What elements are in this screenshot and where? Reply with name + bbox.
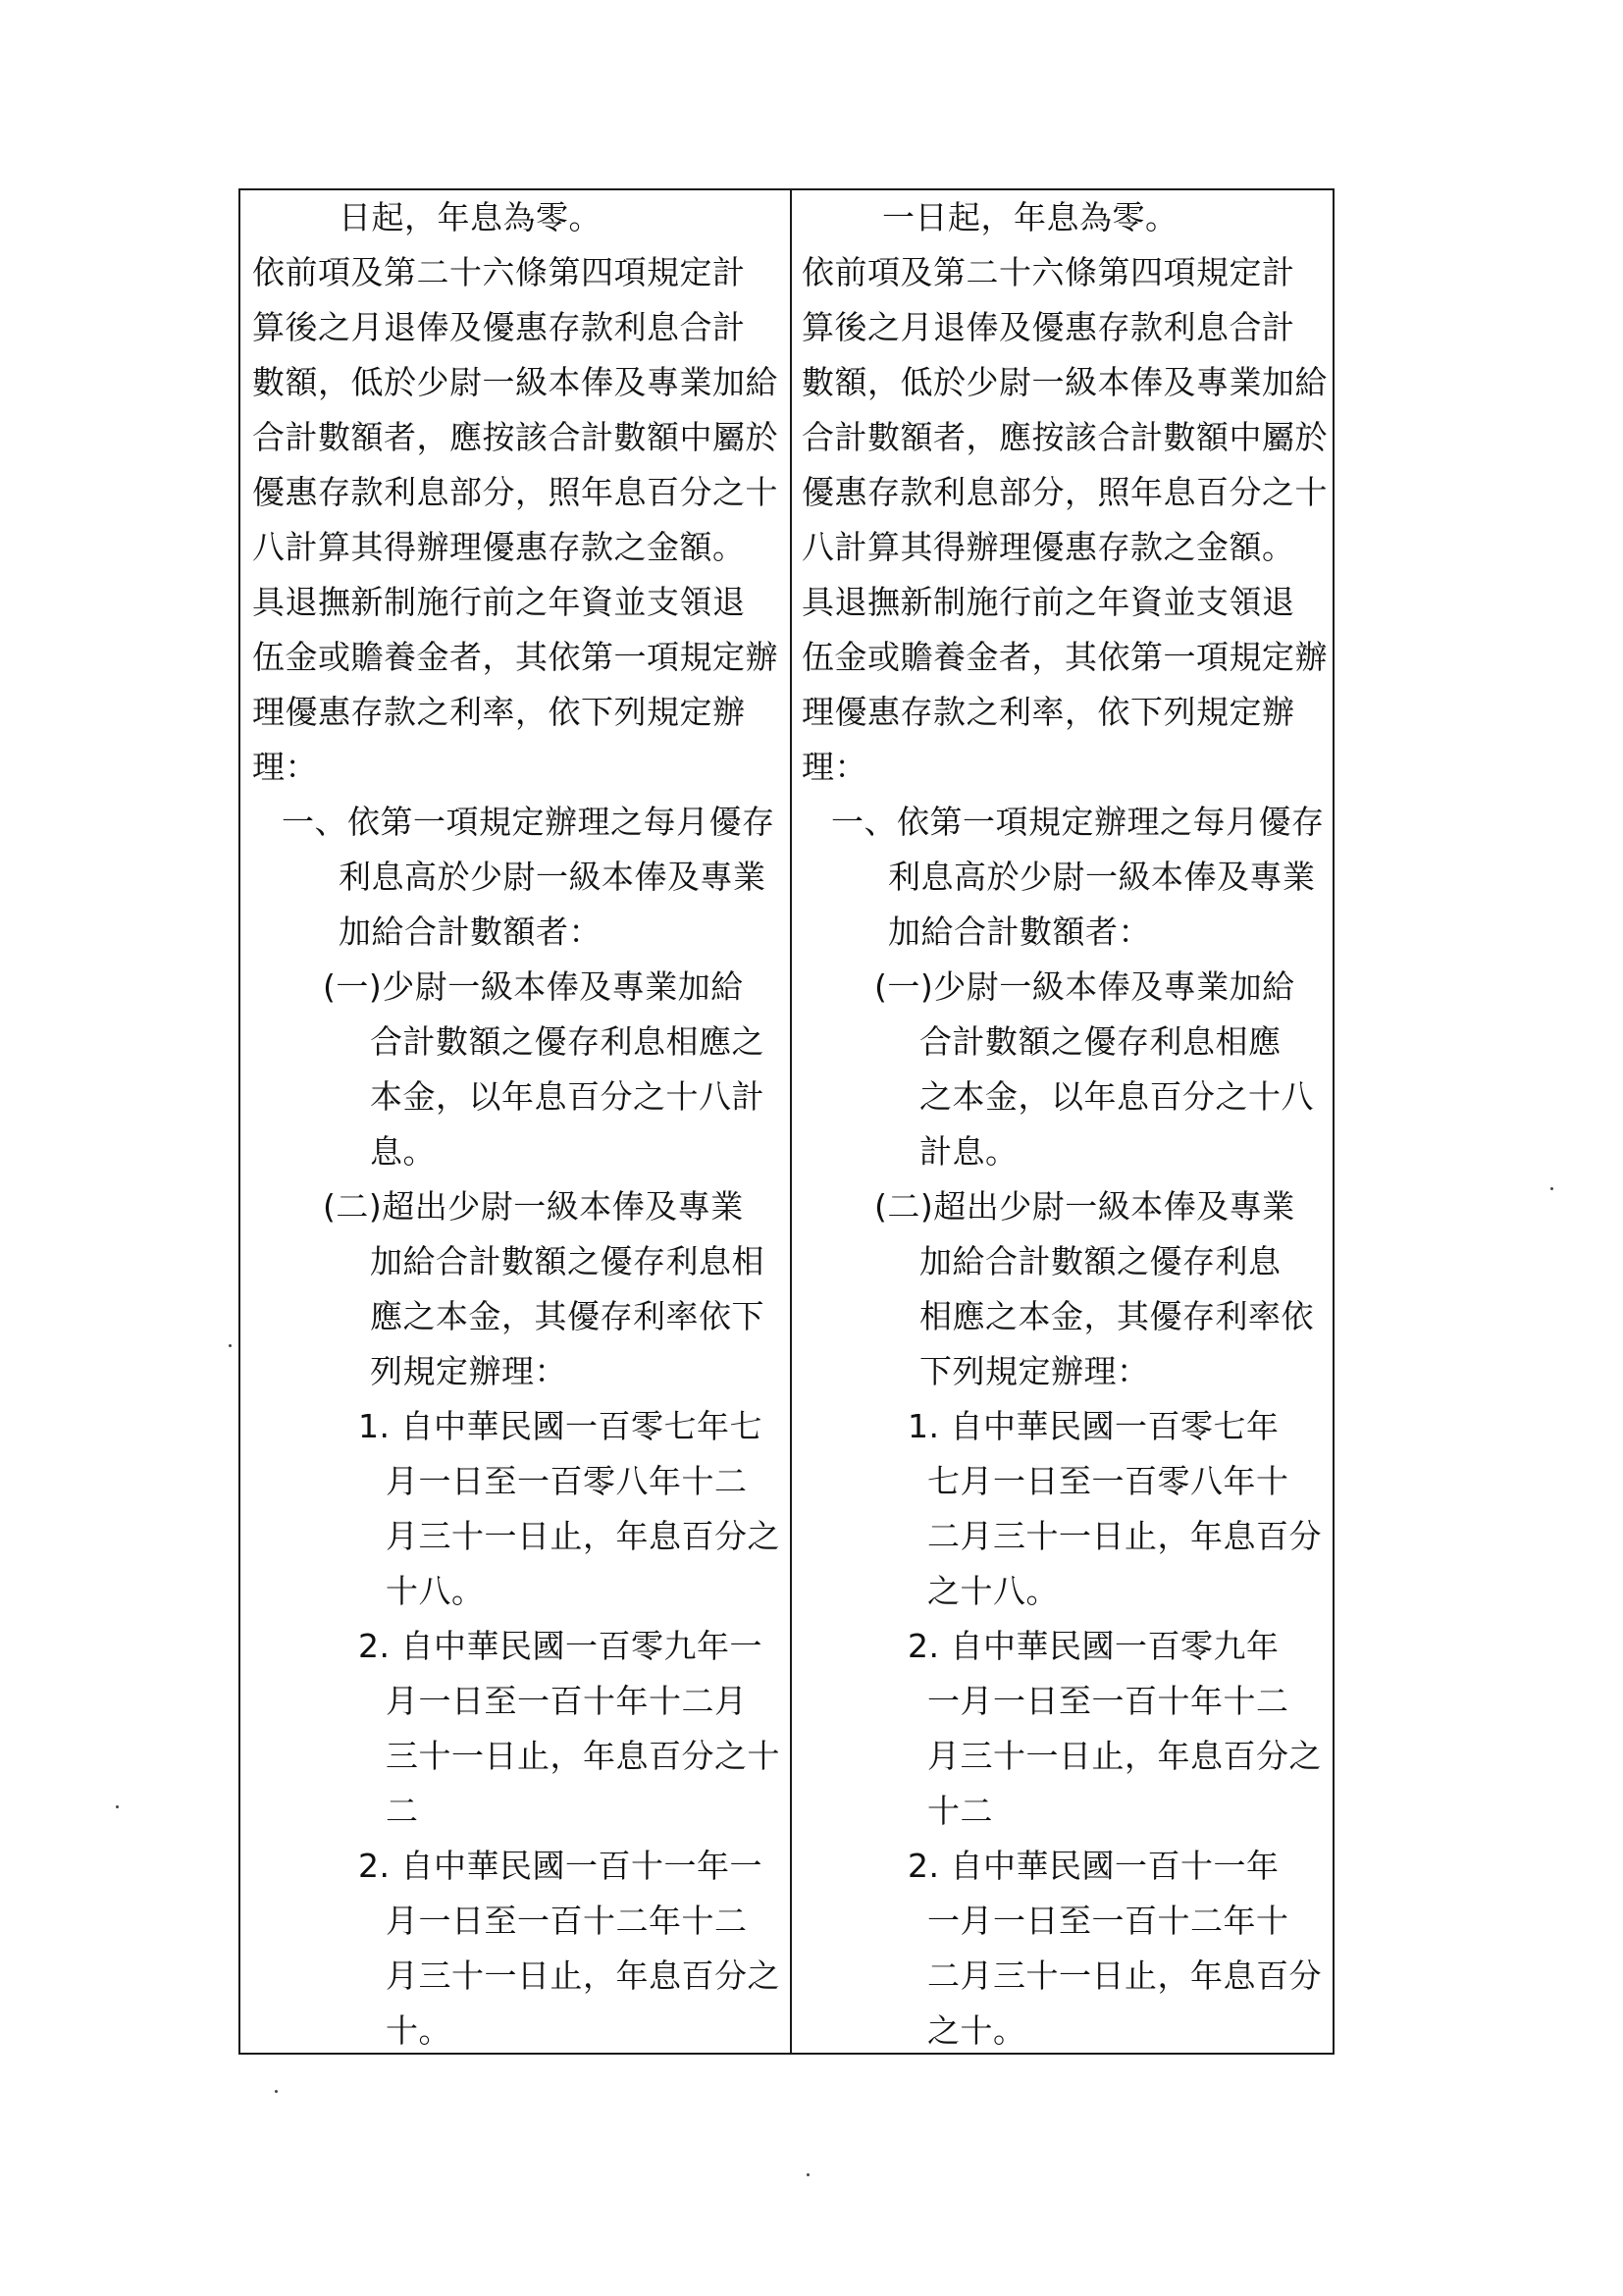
- comparison-table: [238, 188, 1335, 2055]
- right-column-line-20: 加給合計數額之優存利息: [919, 1242, 1282, 1280]
- right-column-line-17: 之本金，以年息百分之十八: [919, 1077, 1314, 1116]
- right-column-line-34: 之十。: [927, 2011, 1026, 2050]
- right-column-line-30: 十二: [927, 1792, 993, 1830]
- left-column-line-33: 月三十一日止，年息百分之: [386, 1957, 780, 1995]
- right-column-line-25: 二月三十一日止，年息百分: [927, 1517, 1322, 1555]
- left-column: [240, 190, 790, 2053]
- right-column-line-15: (一)少尉一級本俸及專業加給: [874, 967, 1295, 1006]
- left-column-line-19: (二)超出少尉一級本俸及專業: [323, 1187, 744, 1226]
- left-column-line-20: 加給合計數額之優存利息相: [370, 1242, 764, 1280]
- right-column-line-2: 依前項及第二十六條第四項規定計: [802, 253, 1295, 291]
- left-column-line-4: 數額，低於少尉一級本俸及專業加給: [252, 363, 778, 401]
- left-column-line-28: 月一日至一百十年十二月: [386, 1682, 748, 1720]
- left-column-line-15: (一)少尉一級本俸及專業加給: [323, 967, 744, 1006]
- left-column-line-25: 月三十一日止，年息百分之: [386, 1517, 780, 1555]
- left-column-line-27: 2. 自中華民國一百零九年一: [358, 1627, 762, 1665]
- left-column-line-2: 依前項及第二十六條第四項規定計: [252, 253, 746, 291]
- right-column-line-27: 2. 自中華民國一百零九年: [908, 1627, 1280, 1665]
- left-column-line-24: 月一日至一百零八年十二: [386, 1462, 748, 1500]
- right-column-line-10: 理優惠存款之利率，依下列規定辦: [802, 693, 1295, 731]
- right-column-line-12: 一、依第一項規定辦理之每月優存: [831, 803, 1325, 841]
- left-column-line-11: 理：: [252, 748, 318, 786]
- scan-speck: [807, 2173, 810, 2176]
- right-column-line-1: 一日起，年息為零。: [882, 198, 1178, 236]
- left-column-line-9: 伍金或贍養金者，其依第一項規定辦: [252, 638, 778, 676]
- right-column-line-13: 利息高於少尉一級本俸及專業: [888, 858, 1316, 896]
- right-column-line-9: 伍金或贍養金者，其依第一項規定辦: [802, 638, 1328, 676]
- left-column-line-3: 算後之月退俸及優惠存款利息合計: [252, 308, 746, 346]
- right-column-line-4: 數額，低於少尉一級本俸及專業加給: [802, 363, 1328, 401]
- left-column-line-34: 十。: [386, 2011, 451, 2050]
- left-column-line-26: 十八。: [386, 1572, 485, 1610]
- right-column-line-3: 算後之月退俸及優惠存款利息合計: [802, 308, 1295, 346]
- left-column-line-16: 合計數額之優存利息相應之: [370, 1022, 764, 1061]
- right-column-line-29: 月三十一日止，年息百分之: [927, 1737, 1322, 1775]
- left-column-line-14: 加給合計數額者：: [339, 913, 602, 951]
- scan-speck: [1550, 1187, 1553, 1190]
- right-column-line-18: 計息。: [919, 1132, 1019, 1171]
- right-column-line-8: 具退撫新制施行前之年資並支領退: [802, 583, 1295, 621]
- left-column-line-10: 理優惠存款之利率，依下列規定辦: [252, 693, 746, 731]
- left-column-line-5: 合計數額者，應按該合計數額中屬於: [252, 418, 778, 456]
- left-column-line-13: 利息高於少尉一級本俸及專業: [339, 858, 766, 896]
- left-column-line-8: 具退撫新制施行前之年資並支領退: [252, 583, 746, 621]
- right-column-line-16: 合計數額之優存利息相應: [919, 1022, 1282, 1061]
- scan-speck: [275, 2090, 278, 2093]
- right-column-line-28: 一月一日至一百十年十二: [927, 1682, 1289, 1720]
- left-column-line-1: 日起，年息為零。: [339, 198, 602, 236]
- left-column-line-6: 優惠存款利息部分，照年息百分之十: [252, 473, 778, 511]
- left-column-line-32: 月一日至一百十二年十二: [386, 1902, 748, 1940]
- left-column-line-18: 息。: [370, 1132, 436, 1171]
- left-column-line-31: 2. 自中華民國一百十一年一: [358, 1847, 762, 1885]
- scan-speck: [229, 1344, 232, 1347]
- right-column-line-22: 下列規定辦理：: [919, 1352, 1150, 1390]
- left-column-line-17: 本金，以年息百分之十八計: [370, 1077, 764, 1116]
- left-column-line-23: 1. 自中華民國一百零七年七: [358, 1407, 762, 1445]
- right-column-line-7: 八計算其得辦理優惠存款之金額。: [802, 528, 1295, 566]
- right-column-line-31: 2. 自中華民國一百十一年: [908, 1847, 1280, 1885]
- right-column-line-11: 理：: [802, 748, 867, 786]
- right-column: [792, 190, 1335, 2053]
- left-column-line-30: 二: [386, 1792, 419, 1830]
- left-column-line-12: 一、依第一項規定辦理之每月優存: [282, 803, 775, 841]
- left-column-line-21: 應之本金，其優存利率依下: [370, 1297, 764, 1335]
- right-column-line-26: 之十八。: [927, 1572, 1059, 1610]
- left-column-line-22: 列規定辦理：: [370, 1352, 567, 1390]
- right-column-line-5: 合計數額者，應按該合計數額中屬於: [802, 418, 1328, 456]
- right-column-line-32: 一月一日至一百十二年十: [927, 1902, 1289, 1940]
- right-column-line-6: 優惠存款利息部分，照年息百分之十: [802, 473, 1328, 511]
- scan-speck: [116, 1805, 119, 1808]
- right-column-line-14: 加給合計數額者：: [888, 913, 1151, 951]
- right-column-line-23: 1. 自中華民國一百零七年: [908, 1407, 1280, 1445]
- right-column-line-24: 七月一日至一百零八年十: [927, 1462, 1289, 1500]
- right-column-line-33: 二月三十一日止，年息百分: [927, 1957, 1322, 1995]
- left-column-line-7: 八計算其得辦理優惠存款之金額。: [252, 528, 746, 566]
- left-column-line-29: 三十一日止，年息百分之十: [386, 1737, 780, 1775]
- right-column-line-21: 相應之本金，其優存利率依: [919, 1297, 1314, 1335]
- right-column-line-19: (二)超出少尉一級本俸及專業: [874, 1187, 1295, 1226]
